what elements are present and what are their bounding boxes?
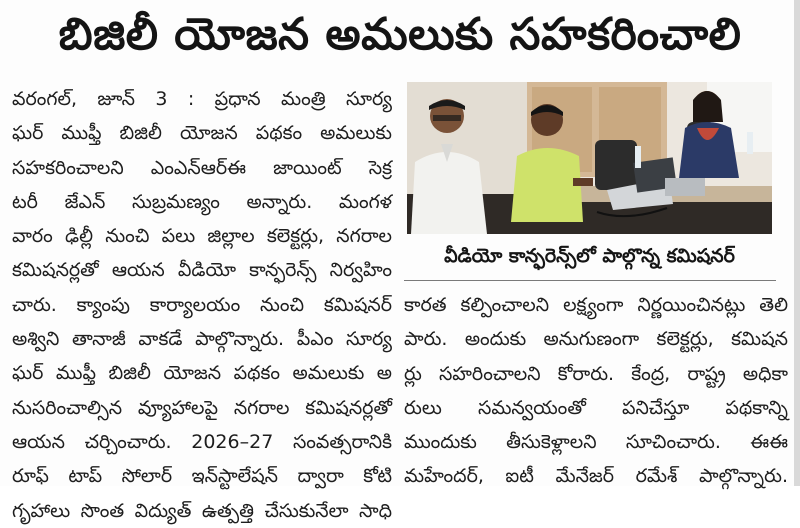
video-conference-photo [407, 82, 772, 234]
left-column-line: వరంగల్‌, జూన్‌ 3 : ప్రధాన మంత్రి సూర్య [12, 88, 392, 110]
photo-caption: వీడియో కాన్ఫరెన్స్‌లో పాల్గొన్న కమిషనర్‌ [444, 245, 735, 267]
article-left-column [12, 82, 392, 528]
left-column-line: చారు. క్యాంపు కార్యాలయం నుంచి కమిషనర్‌ [12, 293, 392, 316]
right-column-line: పారు. అందుకు అనుగుణంగా కలెక్టర్లు, కమిషన [404, 328, 788, 351]
left-column-line: వారం ఢిల్లీ నుంచి పలు జిల్లాల కలెక్టర్లు, నగరాల [12, 225, 392, 248]
headline: బిజిలీ యోజన అమలుకు సహకరించాలి [58, 9, 742, 60]
left-column-line: ఆయన చర్చించారు. 2026–27 సంవత్సరానికి [12, 430, 392, 453]
left-column-line: రూఫ్‌ టాప్‌ సోలార్‌ ఇన్‌స్టాలేషన్‌ ద్వారా కోటి [12, 465, 392, 488]
photo-image [407, 82, 772, 234]
caption-divider [404, 280, 776, 281]
left-column-line: కమిషనర్లతో ఆయన వీడియో కాన్ఫరెన్స్‌ నిర్వహిం [12, 259, 392, 282]
left-column-line: అశ్విని తానాజీ వాకడే పాల్గొన్నారు. పీఎం సూర్య [12, 328, 392, 351]
right-column-line: ర్లు సహరించాలని కోరారు. కేంద్ర, రాష్ట్ర అధికా [404, 362, 788, 385]
article-right-column [404, 288, 788, 494]
right-column-line: ముందుకు తీసుకెళ్లాలని సూచించారు. ఈఈ [404, 431, 788, 454]
right-column-line: కారత కల్పించాలని లక్ష్యంగా నిర్ణయించినట్లు తెలి [404, 294, 788, 316]
right-column-line: రులు సమన్వయంతో పనిచేస్తూ పథకాన్ని [404, 396, 788, 419]
left-column-line: సహకరించాలని ఎంఎన్‌ఆర్‌ఈ జాయింట్‌ సెక్ర [12, 156, 392, 179]
left-column-line: గృహాలు సొంత విద్యుత్‌ ఉత్పత్తి చేసుకునేలా సాధి [12, 499, 392, 522]
page-edge [794, 0, 800, 486]
left-column-line: ఘర్‌ ముఫ్తీ బిజిలీ యోజన పథకం అమలుకు అ [12, 362, 392, 385]
left-column-line: నుసరించాల్సిన వ్యూహాలపై నగరాల కమిషనర్లతో [12, 396, 392, 419]
left-column-line: టరీ జేఎన్‌ సుబ్రమణ్యం అన్నారు. మంగళ [12, 190, 392, 213]
left-column-line: ఘర్‌ ముఫ్తీ బిజిలీ యోజన పథకం అమలుకు [12, 122, 392, 145]
right-column-line: మహేందర్‌, ఐటీ మేనేజర్‌ రమేశ్‌ పాల్గొన్నారు. [404, 465, 788, 488]
